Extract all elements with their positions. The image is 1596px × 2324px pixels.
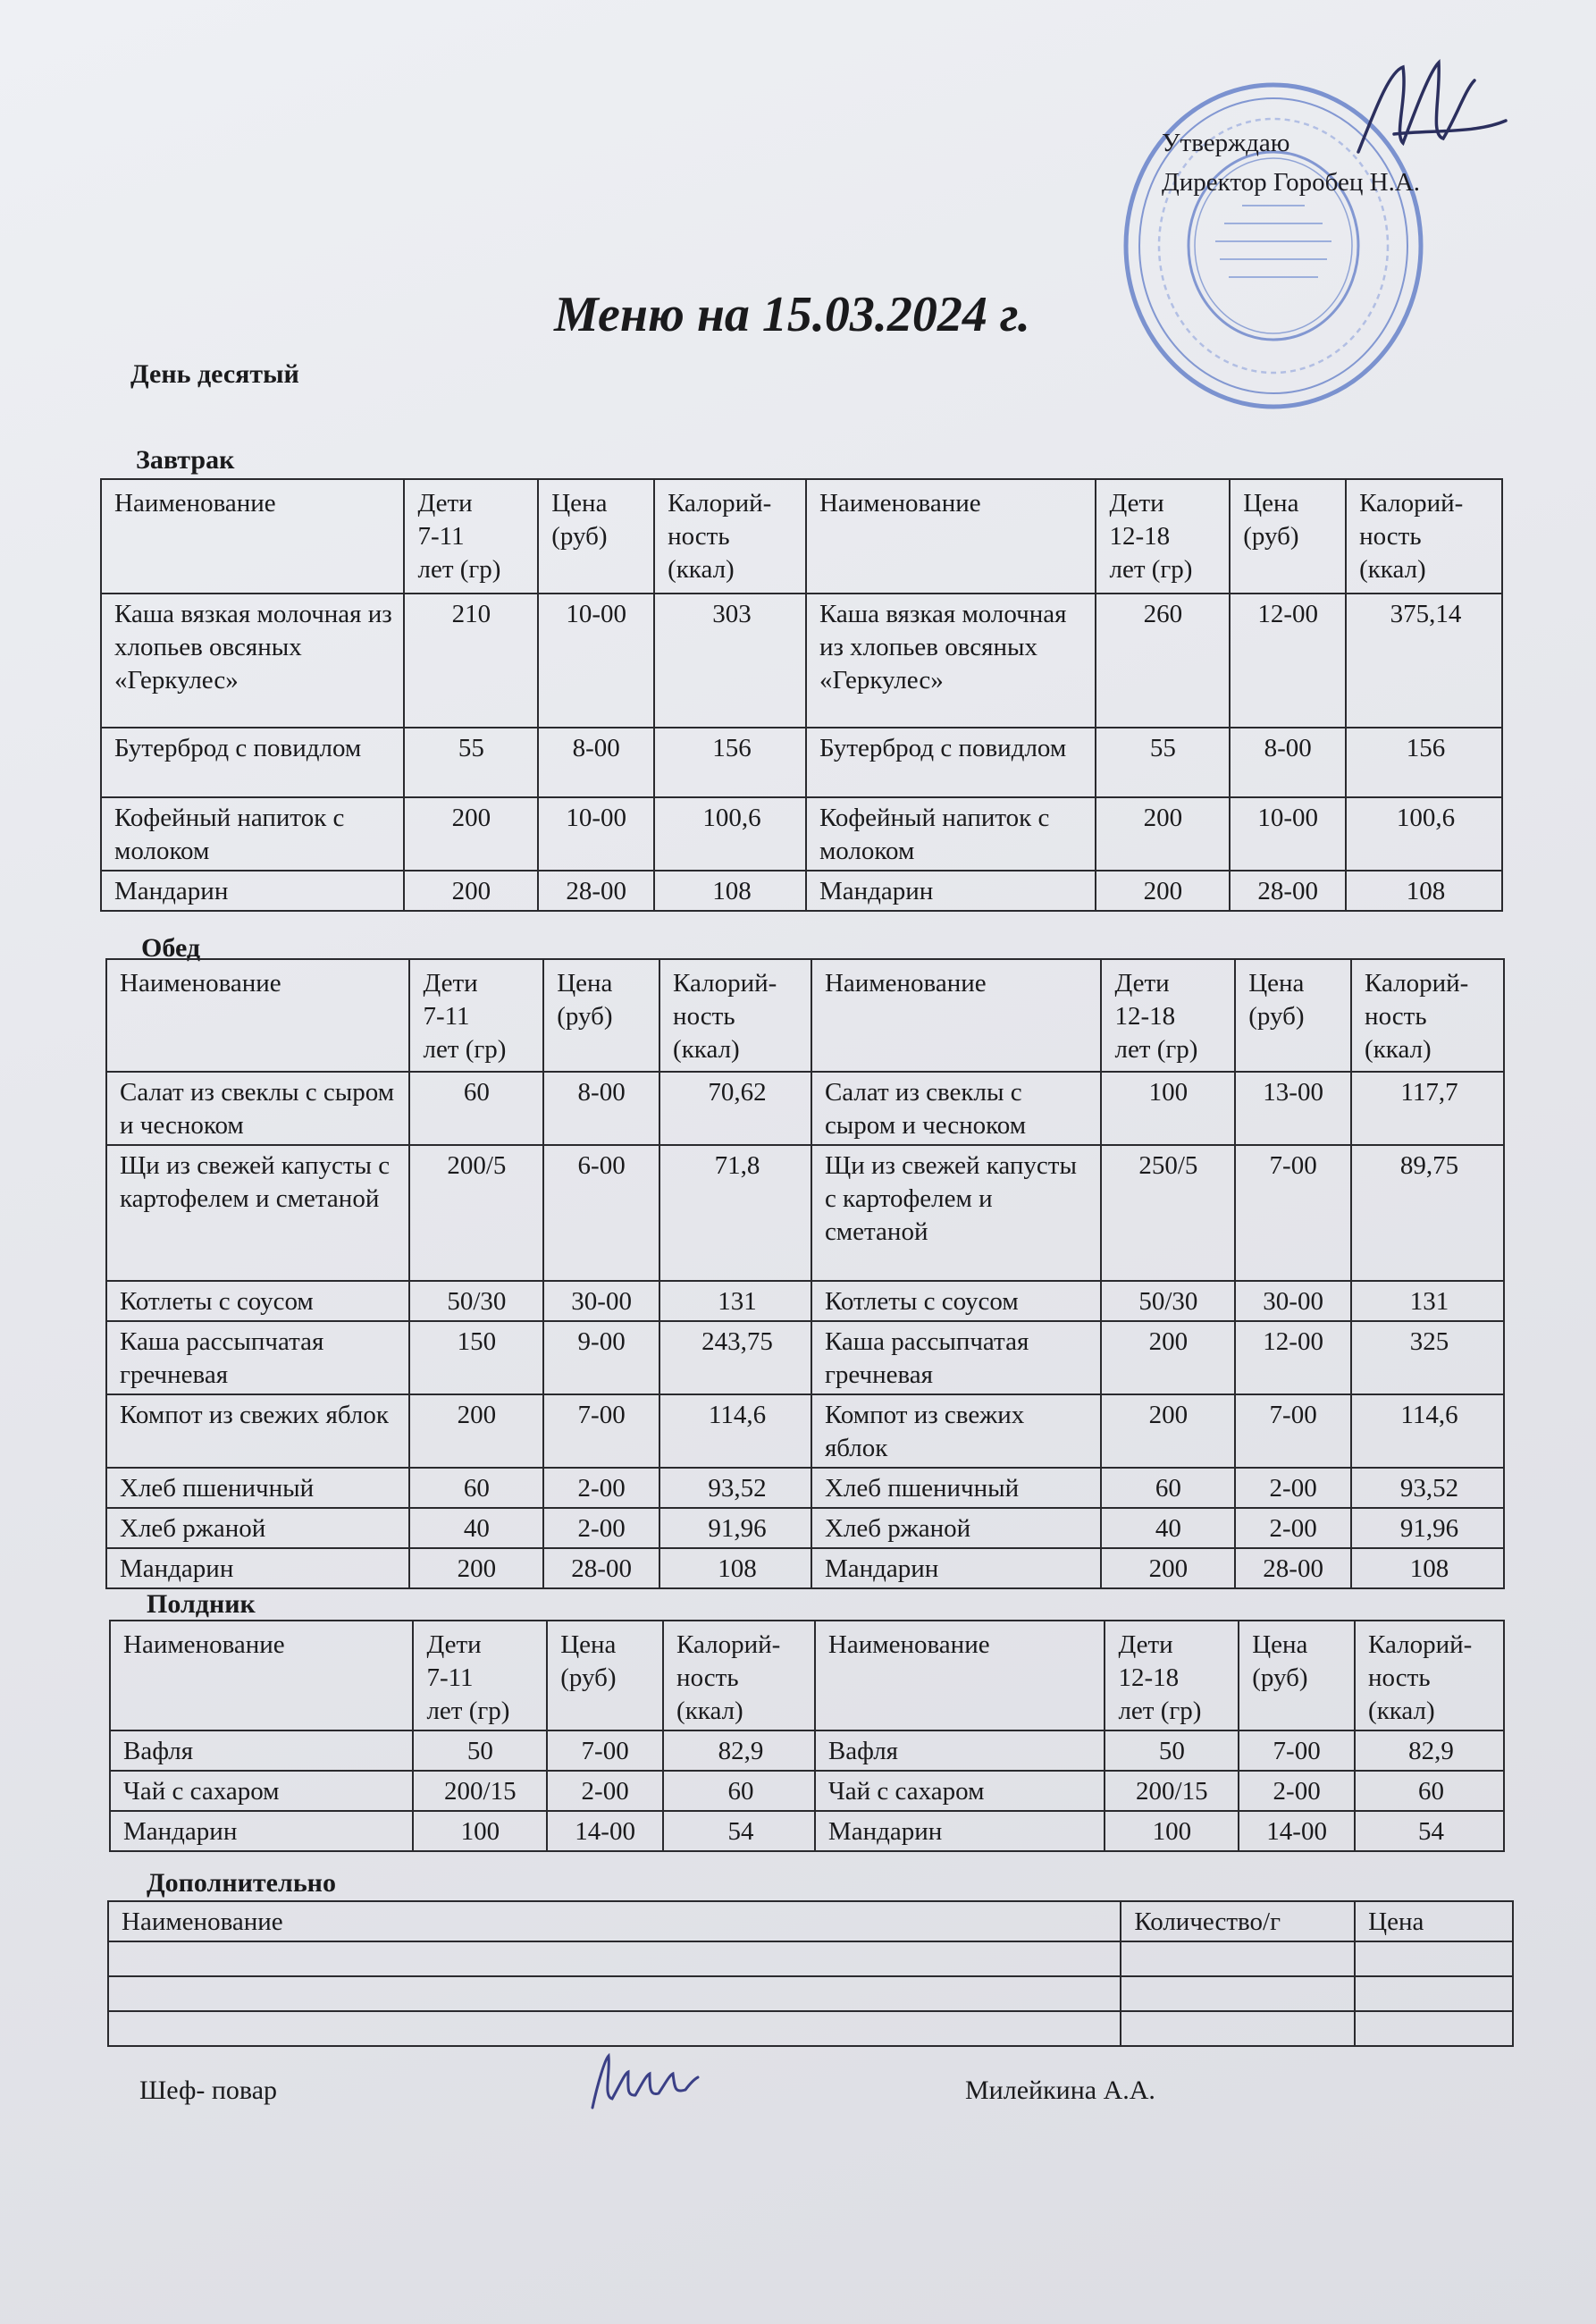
price: 8-00: [538, 728, 654, 797]
lunch-title: Обед: [141, 933, 201, 963]
col-price-header-line: Цена: [551, 489, 608, 518]
dish-name: Салат из свеклы с сыром и чесноком: [811, 1072, 1102, 1145]
calories: 108: [1346, 871, 1502, 911]
portion-grams: 200/5: [409, 1145, 543, 1281]
dish-name: Хлеб ржаной: [106, 1508, 409, 1548]
price: 7-00: [1235, 1394, 1351, 1468]
col-price-header: [1235, 959, 1351, 1072]
portion-grams: 50/30: [1101, 1281, 1235, 1321]
dish-name: Вафля: [110, 1730, 413, 1771]
col-kcal-header-line: Калорий-: [1365, 969, 1469, 998]
portion-grams: 200: [404, 871, 538, 911]
calories: 156: [1346, 728, 1502, 797]
dish-name: Кофейный напиток с молоком: [101, 797, 404, 871]
col-price-header-line: (руб): [551, 522, 608, 551]
calories: 91,96: [1351, 1508, 1504, 1548]
col-kids-big-header-line: Дети: [1114, 969, 1170, 998]
price: 2-00: [1235, 1508, 1351, 1548]
col-name-header: Наименование: [101, 479, 404, 594]
dish-name: Мандарин: [106, 1548, 409, 1588]
col-name-header: Наименование: [110, 1621, 413, 1730]
menu-row: [106, 1468, 1504, 1508]
dish-name: Вафля: [815, 1730, 1105, 1771]
col-kids-small-header-line: лет (гр): [426, 1697, 510, 1725]
portion-grams: 55: [404, 728, 538, 797]
price: 30-00: [543, 1281, 659, 1321]
extra-empty-row: [108, 1941, 1513, 1976]
calories: 108: [1351, 1548, 1504, 1588]
portion-grams: 100: [1101, 1072, 1235, 1145]
col-kcal-header-line: ность: [1368, 1663, 1431, 1692]
menu-row: [101, 594, 1502, 728]
calories: 100,6: [654, 797, 806, 871]
col-name-header: Наименование: [106, 959, 409, 1072]
price: 7-00: [547, 1730, 663, 1771]
price: 7-00: [543, 1394, 659, 1468]
snack-title: Полдник: [147, 1589, 256, 1619]
calories: 60: [1355, 1771, 1504, 1811]
col-kids-big-header-line: лет (гр): [1109, 555, 1193, 584]
calories: 70,62: [659, 1072, 811, 1145]
dish-name: Мандарин: [815, 1811, 1105, 1851]
lunch-header-row: [106, 959, 1504, 1072]
extra-table: [107, 1900, 1514, 2047]
extra-empty-row: [108, 1976, 1513, 2011]
menu-row: [101, 797, 1502, 871]
col-kcal-header-line: Калорий-: [1368, 1630, 1473, 1659]
dish-name: Чай с сахаром: [110, 1771, 413, 1811]
col-kids-small-header-line: 7-11: [426, 1663, 474, 1692]
calories: 131: [1351, 1281, 1504, 1321]
col-price-header-line: Цена: [557, 969, 613, 998]
col-kids-big-header: [1096, 479, 1230, 594]
price: 2-00: [543, 1468, 659, 1508]
dish-name: Щи из свежей капусты с картофелем и сметаной: [811, 1145, 1102, 1281]
portion-grams: 200: [1096, 797, 1230, 871]
portion-grams: 150: [409, 1321, 543, 1394]
breakfast-title: Завтрак: [136, 445, 235, 475]
col-kids-big-header: [1101, 959, 1235, 1072]
col-price-header-line: (руб): [1252, 1663, 1308, 1692]
approval-line-1: Утверждаю: [1162, 129, 1290, 157]
portion-grams: 210: [404, 594, 538, 728]
portion-grams: 200: [1101, 1548, 1235, 1588]
col-kcal-header: [1355, 1621, 1504, 1730]
price: 2-00: [1235, 1468, 1351, 1508]
price: 28-00: [1230, 871, 1346, 911]
breakfast-table: [100, 478, 1503, 912]
col-kids-big-header: [1105, 1621, 1239, 1730]
menu-row: [110, 1771, 1504, 1811]
col-kids-small-header-line: 7-11: [417, 522, 465, 551]
breakfast-header-row: [101, 479, 1502, 594]
dish-name: Мандарин: [806, 871, 1096, 911]
col-price-header-line: (руб): [1243, 522, 1299, 551]
portion-grams: 50: [1105, 1730, 1239, 1771]
menu-row: [101, 728, 1502, 797]
calories: 243,75: [659, 1321, 811, 1394]
col-kcal-header-line: (ккал): [1359, 555, 1426, 584]
col-kids-big-header-line: 12-18: [1109, 522, 1171, 551]
col-kids-big-header-line: Дети: [1118, 1630, 1173, 1659]
day-label: День десятый: [130, 359, 299, 389]
col-price-header: [1230, 479, 1346, 594]
dish-name: Каша вязкая молочная из хлопьев овсяных «Геркулес»: [806, 594, 1096, 728]
dish-name: Хлеб ржаной: [811, 1508, 1102, 1548]
price: 14-00: [547, 1811, 663, 1851]
chef-signature: [585, 2047, 701, 2118]
calories: 100,6: [1346, 797, 1502, 871]
extra-empty-row: [108, 2011, 1513, 2046]
menu-row: [101, 871, 1502, 911]
dish-name: Котлеты с соусом: [811, 1281, 1102, 1321]
portion-grams: 100: [413, 1811, 547, 1851]
calories: 93,52: [659, 1468, 811, 1508]
col-kcal-header: [1346, 479, 1502, 594]
price: 28-00: [543, 1548, 659, 1588]
portion-grams: 60: [409, 1468, 543, 1508]
dish-name: Бутерброд с повидлом: [101, 728, 404, 797]
col-kcal-header-line: Калорий-: [668, 489, 772, 518]
page-title: Меню на 15.03.2024 г.: [554, 287, 1030, 342]
calories: 71,8: [659, 1145, 811, 1281]
price: 10-00: [538, 797, 654, 871]
col-price-header-line: Цена: [560, 1630, 617, 1659]
col-kcal-header: [663, 1621, 815, 1730]
col-kids-small-header-line: лет (гр): [423, 1035, 507, 1064]
price: 13-00: [1235, 1072, 1351, 1145]
calories: 325: [1351, 1321, 1504, 1394]
portion-grams: 60: [1101, 1468, 1235, 1508]
col-kids-small-header: [404, 479, 538, 594]
col-price-header-line: (руб): [560, 1663, 617, 1692]
calories: 89,75: [1351, 1145, 1504, 1281]
col-kcal-header-line: Калорий-: [676, 1630, 781, 1659]
dish-name: Компот из свежих яблок: [106, 1394, 409, 1468]
calories: 375,14: [1346, 594, 1502, 728]
price: 28-00: [538, 871, 654, 911]
portion-grams: 40: [409, 1508, 543, 1548]
col-kcal-header: [659, 959, 811, 1072]
menu-row: [106, 1281, 1504, 1321]
portion-grams: 200: [1101, 1394, 1235, 1468]
menu-row: [106, 1508, 1504, 1548]
col-price-header: [538, 479, 654, 594]
calories: 54: [663, 1811, 815, 1851]
lunch-table: [105, 958, 1505, 1589]
dish-name: Мандарин: [811, 1548, 1102, 1588]
calories: 82,9: [1355, 1730, 1504, 1771]
col-price-header-line: Цена: [1248, 969, 1305, 998]
dish-name: Каша вязкая молочная из хлопьев овсяных «Геркулес»: [101, 594, 404, 728]
portion-grams: 200: [1096, 871, 1230, 911]
col-kcal-header-line: ность: [1359, 522, 1422, 551]
col-price-header-line: Цена: [1243, 489, 1299, 518]
portion-grams: 40: [1101, 1508, 1235, 1548]
col-price-header: [543, 959, 659, 1072]
dish-name: Котлеты с соусом: [106, 1281, 409, 1321]
menu-row: [106, 1548, 1504, 1588]
col-kcal-header: [1351, 959, 1504, 1072]
portion-grams: 100: [1105, 1811, 1239, 1851]
price: 2-00: [543, 1508, 659, 1548]
calories: 60: [663, 1771, 815, 1811]
col-price-header-line: Цена: [1252, 1630, 1308, 1659]
col-kcal-header-line: ность: [676, 1663, 739, 1692]
menu-row: [110, 1730, 1504, 1771]
extra-title: Дополнительно: [147, 1868, 336, 1898]
price: 14-00: [1239, 1811, 1355, 1851]
price: 12-00: [1230, 594, 1346, 728]
price: 2-00: [547, 1771, 663, 1811]
price: 10-00: [538, 594, 654, 728]
col-kcal-header-line: (ккал): [1365, 1035, 1432, 1064]
extra-col-name: Наименование: [108, 1901, 1121, 1941]
col-kcal-header-line: ность: [1365, 1002, 1427, 1031]
snack-header-row: [110, 1621, 1504, 1730]
portion-grams: 200: [1101, 1321, 1235, 1394]
col-kcal-header-line: (ккал): [668, 555, 735, 584]
portion-grams: 60: [409, 1072, 543, 1145]
calories: 108: [659, 1548, 811, 1588]
col-kcal-header-line: Калорий-: [1359, 489, 1464, 518]
col-price-header-line: (руб): [1248, 1002, 1305, 1031]
portion-grams: 50/30: [409, 1281, 543, 1321]
col-kids-small-header: [413, 1621, 547, 1730]
dish-name: Мандарин: [110, 1811, 413, 1851]
price: 2-00: [1239, 1771, 1355, 1811]
calories: 114,6: [1351, 1394, 1504, 1468]
col-kids-small-header-line: Дети: [417, 489, 473, 518]
col-kcal-header-line: (ккал): [673, 1035, 740, 1064]
extra-col-price: Цена: [1355, 1901, 1513, 1941]
menu-row: [106, 1321, 1504, 1394]
portion-grams: 250/5: [1101, 1145, 1235, 1281]
portion-grams: 55: [1096, 728, 1230, 797]
chef-label: Шеф- повар: [139, 2076, 278, 2105]
calories: 156: [654, 728, 806, 797]
col-kids-small-header-line: 7-11: [423, 1002, 470, 1031]
col-kids-small-header: [409, 959, 543, 1072]
col-kids-small-header-line: Дети: [423, 969, 478, 998]
calories: 108: [654, 871, 806, 911]
portion-grams: 200: [409, 1394, 543, 1468]
col-kids-small-header-line: лет (гр): [417, 555, 501, 584]
dish-name: Мандарин: [101, 871, 404, 911]
calories: 82,9: [663, 1730, 815, 1771]
price: 9-00: [543, 1321, 659, 1394]
approval-line-2: Директор Горобец Н.А.: [1162, 168, 1421, 197]
price: 7-00: [1239, 1730, 1355, 1771]
calories: 114,6: [659, 1394, 811, 1468]
col-kcal-header-line: Калорий-: [673, 969, 777, 998]
dish-name: Бутерброд с повидлом: [806, 728, 1096, 797]
col-price-header: [1239, 1621, 1355, 1730]
dish-name: Чай с сахаром: [815, 1771, 1105, 1811]
col-kcal-header-line: (ккал): [676, 1697, 743, 1725]
menu-row: [106, 1394, 1504, 1468]
col-kids-big-header-line: лет (гр): [1118, 1697, 1202, 1725]
portion-grams: 200/15: [413, 1771, 547, 1811]
dish-name: Хлеб пшеничный: [811, 1468, 1102, 1508]
col-name-header: Наименование: [806, 479, 1096, 594]
col-kcal-header-line: ность: [668, 522, 730, 551]
col-name-header: Наименование: [811, 959, 1102, 1072]
col-kcal-header-line: ность: [673, 1002, 735, 1031]
col-kids-small-header-line: Дети: [426, 1630, 482, 1659]
menu-row: [106, 1145, 1504, 1281]
price: 6-00: [543, 1145, 659, 1281]
calories: 91,96: [659, 1508, 811, 1548]
menu-row: [106, 1072, 1504, 1145]
approval-block: [1162, 123, 1420, 202]
col-kids-big-header-line: 12-18: [1118, 1663, 1180, 1692]
menu-row: [110, 1811, 1504, 1851]
portion-grams: 200: [409, 1548, 543, 1588]
col-name-header: Наименование: [815, 1621, 1105, 1730]
dish-name: Кофейный напиток с молоком: [806, 797, 1096, 871]
portion-grams: 50: [413, 1730, 547, 1771]
portion-grams: 200/15: [1105, 1771, 1239, 1811]
dish-name: Каша рассыпчатая гречневая: [811, 1321, 1102, 1394]
calories: 117,7: [1351, 1072, 1504, 1145]
dish-name: Хлеб пшеничный: [106, 1468, 409, 1508]
calories: 131: [659, 1281, 811, 1321]
dish-name: Компот из свежих яблок: [811, 1394, 1102, 1468]
price: 8-00: [543, 1072, 659, 1145]
price: 10-00: [1230, 797, 1346, 871]
price: 28-00: [1235, 1548, 1351, 1588]
portion-grams: 260: [1096, 594, 1230, 728]
calories: 93,52: [1351, 1468, 1504, 1508]
price: 12-00: [1235, 1321, 1351, 1394]
dish-name: Каша рассыпчатая гречневая: [106, 1321, 409, 1394]
col-price-header: [547, 1621, 663, 1730]
price: 7-00: [1235, 1145, 1351, 1281]
col-price-header-line: (руб): [557, 1002, 613, 1031]
extra-col-qty: Количество/г: [1121, 1901, 1355, 1941]
col-kids-big-header-line: лет (гр): [1114, 1035, 1198, 1064]
calories: 54: [1355, 1811, 1504, 1851]
calories: 303: [654, 594, 806, 728]
price: 8-00: [1230, 728, 1346, 797]
dish-name: Салат из свеклы с сыром и чесноком: [106, 1072, 409, 1145]
col-kcal-header-line: (ккал): [1368, 1697, 1435, 1725]
col-kids-big-header-line: Дети: [1109, 489, 1164, 518]
col-kcal-header: [654, 479, 806, 594]
dish-name: Щи из свежей капусты с картофелем и сметаной: [106, 1145, 409, 1281]
snack-table: [109, 1620, 1505, 1852]
col-kids-big-header-line: 12-18: [1114, 1002, 1176, 1031]
chef-name: Милейкина А.А.: [965, 2076, 1155, 2105]
portion-grams: 200: [404, 797, 538, 871]
extra-header-row: [108, 1901, 1513, 1941]
price: 30-00: [1235, 1281, 1351, 1321]
